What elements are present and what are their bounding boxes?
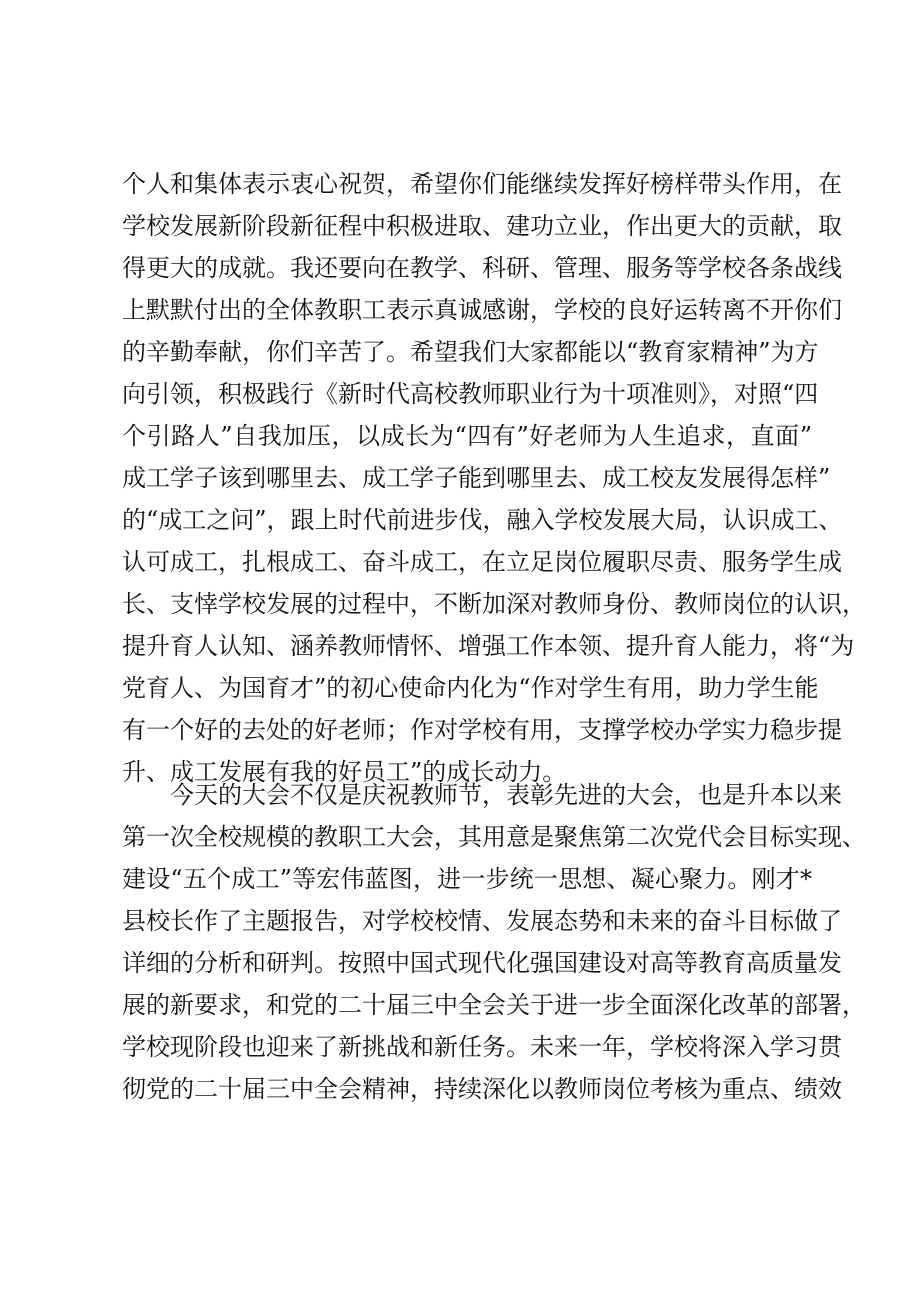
paragraph-line: 的“成工之问”，跟上时代前进步伐，融入学校发展大局，认识成工、 [122, 506, 843, 534]
paragraph-line: 长、支悻学校发展的过程中，不断加深对教师身份、教师岗位的认识， [122, 590, 866, 618]
paragraph-line: 向引领，积极践行《新时代高校教师职业行为十项准则》，对照“四 [122, 380, 819, 408]
paragraph-line: 得更大的成就。我还要向在教学、科研、管理、服务等学校各条战线 [122, 254, 842, 282]
paragraph-2 [122, 774, 866, 1110]
paragraph-line: 学校现阶段也迎来了新挑战和新任务。未来一年，学校将深入学习贯 [122, 1033, 842, 1061]
paragraph-line: 个引路人”自我加压，以成长为“四有”好老师为人生追求，直面” [122, 422, 812, 450]
paragraph-line: 上默默付出的全体教职工表示真诚感谢，学校的良好运转离不开你们 [122, 296, 842, 324]
paragraph-line: 今天的大会不仅是庆祝教师节，表彰先进的大会，也是升本以来 [170, 781, 842, 809]
paragraph-line: 建设“五个成工”等宏伟蓝图，进一步统一思想、凝心聚力。刚才* [122, 865, 812, 893]
paragraph-line: 学校发展新阶段新征程中积极进取、建功立业，作出更大的贡献，取 [122, 212, 842, 240]
paragraph-line: 有一个好的去处的好老师；作对学校有用，支撑学校办学实力稳步提 [122, 716, 842, 744]
paragraph-line: 县校长作了主题报告，对学校校情、发展态势和未来的奋斗目标做了 [122, 907, 842, 935]
paragraph-line: 展的新要求，和党的二十届三中全会关于进一步全面深化改革的部署， [122, 991, 866, 1019]
paragraph-line: 个人和集体表示衷心祝贺，希望你们能继续发挥好榜样带头作用，在 [122, 170, 842, 198]
paragraph-line: 认可成工，扎根成工、奋斗成工，在立足岗位履职尽责、服务学生成 [122, 548, 842, 576]
paragraph-line: 提升育人认知、涵养教师情怀、增强工作本领、提升育人能力，将“为 [122, 632, 855, 660]
paragraph-line: 彻党的二十届三中全会精神，持续深化以教师岗位考核为重点、绩效 [122, 1075, 842, 1103]
paragraph-line: 升、成工发展有我的好员工”的成长动力。 [122, 758, 567, 786]
paragraph-line: 第一次全校规模的教职工大会，其用意是聚焦第二次党代会目标实现、 [122, 823, 866, 851]
paragraph-line: 的辛勤奉献，你们辛苦了。希望我们大家都能以“教育家精神”为方 [122, 338, 819, 366]
paragraph-line: 成工学子该到哪里去、成工学子能到哪里去、成工校友发展得怎样” [122, 464, 831, 492]
paragraph-line: 党育人、为国育才”的初心使命内化为“作对学生有用，助力学生能 [122, 674, 819, 702]
paragraph-line: 详细的分析和研判。按照中国式现代化强国建设对高等教育高质量发 [122, 949, 842, 977]
paragraph-1 [122, 163, 866, 793]
